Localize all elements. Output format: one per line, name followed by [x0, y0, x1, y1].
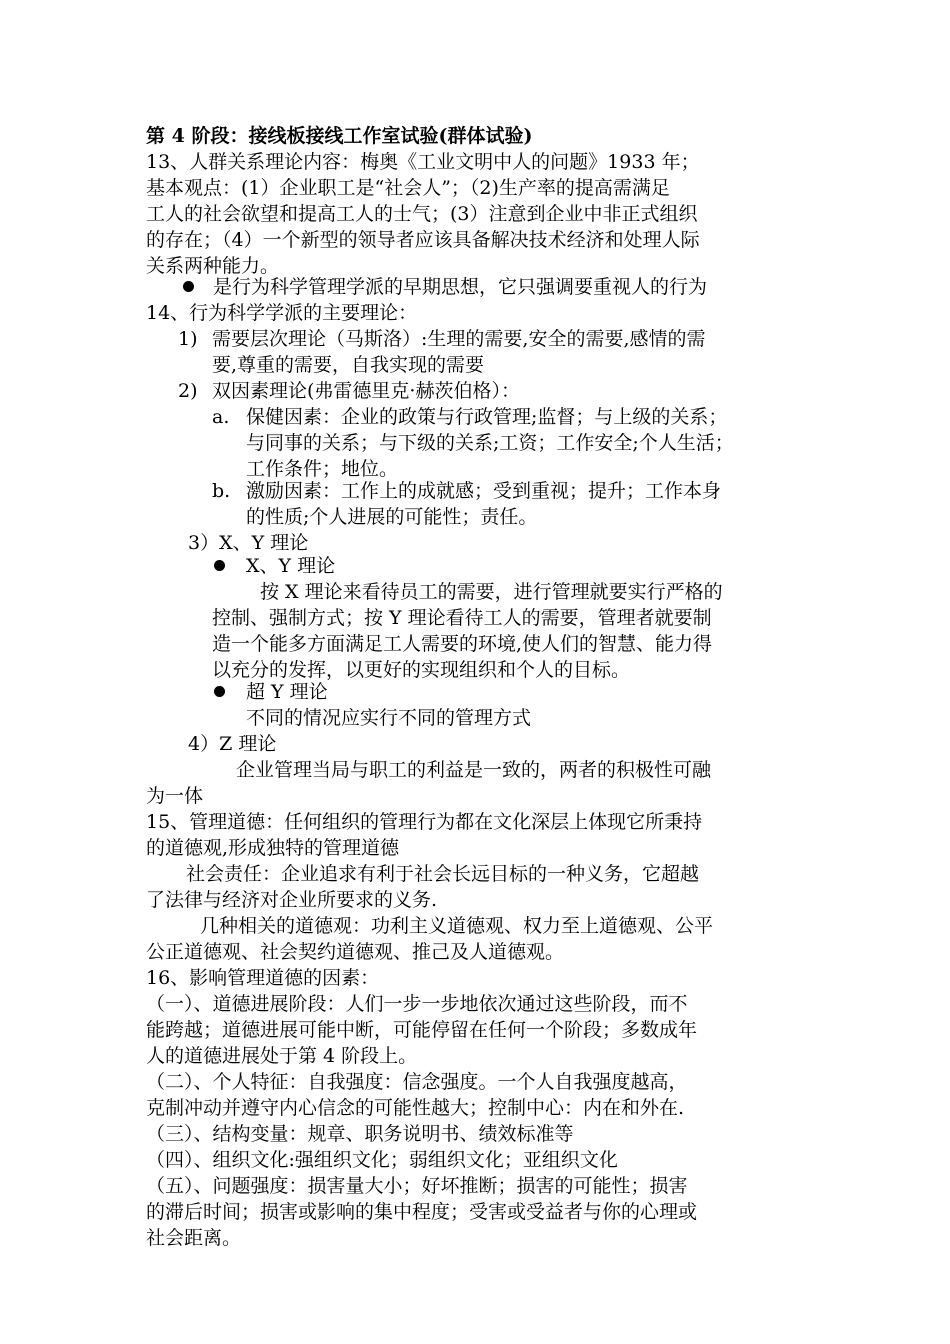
- text-line: 是行为科学管理学派的早期思想，它只强调要重视人的行为: [213, 276, 708, 298]
- text-line: 14、行为科学学派的主要理论：: [146, 302, 418, 324]
- text-line: （四）、组织文化:强组织文化；弱组织文化；亚组织文化: [146, 1149, 618, 1171]
- bullet-icon: [214, 560, 225, 571]
- text-line: 造一个能多方面满足工人需要的环境,使人们的智慧、能力得: [212, 633, 713, 655]
- text-line: （五）、问题强度：损害量大小；好坏推断；损害的可能性；损害: [146, 1175, 688, 1197]
- text-line: 的性质;个人进展的可能性；责任。: [246, 506, 538, 528]
- text-line: 社会责任：企业追求有利于社会长远目标的一种义务，它超越: [186, 863, 700, 885]
- text-line: 社会距离。: [146, 1227, 242, 1249]
- text-line: 的道德观,形成独特的管理道德: [146, 837, 400, 859]
- text-line: 工人的社会欲望和提高工人的士气；(3）注意到企业中非正式组织: [146, 203, 698, 225]
- text-line: （三）、结构变量：规章、职务说明书、绩效标准等: [146, 1123, 574, 1145]
- text-line: 15、管理道德：任何组织的管理行为都在文化深层上体现它所秉持: [146, 811, 703, 833]
- text-line: 为一体: [146, 785, 204, 807]
- bullet-icon: [214, 686, 225, 697]
- text-line: 16、影响管理道德的因素：: [146, 967, 380, 989]
- text-line: 第 4 阶段：接线板接线工作室试验(群体试验): [146, 125, 533, 147]
- text-line: 的存在；（4）一个新型的领导者应该具备解决技术经济和处理人际: [146, 229, 700, 251]
- bullet-icon: [183, 281, 194, 292]
- text-line: 13、人群关系理论内容：梅奥《工业文明中人的问题》1933 年；: [146, 151, 700, 173]
- text-line: 要,尊重的需要，自我实现的需要: [212, 354, 485, 376]
- text-line: 3）X、Y 理论: [188, 532, 309, 554]
- text-line: 需要层次理论（马斯洛）:生理的需要,安全的需要,感情的需: [212, 328, 706, 350]
- text-line: 激励因素：工作上的成就感；受到重视；提升；工作本身: [246, 480, 722, 502]
- text-line: 控制、强制方式；按 Y 理论看待工人的需要，管理者就要制: [212, 607, 712, 629]
- text-line: 人的道德进展处于第 4 阶段上。: [146, 1045, 418, 1067]
- text-line: X、Y 理论: [246, 555, 336, 577]
- text-line: 不同的情况应实行不同的管理方式: [246, 707, 532, 729]
- text-line: 能跨越；道德进展可能中断，可能停留在任何一个阶段；多数成年: [146, 1019, 698, 1041]
- text-line: 按 X 理论来看待员工的需要，进行管理就要实行严格的: [260, 581, 723, 603]
- text-line: 的滞后时间；损害或影响的集中程度；受害或受益者与你的心理或: [146, 1201, 698, 1223]
- list-marker: b.: [212, 480, 231, 502]
- text-line: 以充分的发挥，以更好的实现组织和个人的目标。: [212, 659, 631, 681]
- text-line: 基本观点：(1）企业职工是“社会人”；（2)生产率的提高需满足: [146, 177, 670, 199]
- text-line: 几种相关的道德观：功利主义道德观、权力至上道德观、公平: [200, 915, 714, 937]
- text-line: 了法律与经济对企业所要求的义务.: [146, 889, 438, 911]
- text-line: 企业管理当局与职工的利益是一致的，两者的积极性可融: [236, 759, 712, 781]
- text-line: 保健因素：企业的政策与行政管理;监督；与上级的关系；: [246, 406, 728, 428]
- text-line: 与同事的关系；与下级的关系;工资；工作安全;个人生活；: [246, 432, 734, 454]
- list-marker: 1): [178, 328, 198, 350]
- list-marker: 2): [178, 380, 198, 402]
- list-marker: a.: [212, 406, 230, 428]
- text-line: 工作条件；地位。: [246, 458, 399, 480]
- text-line: （一）、道德进展阶段：人们一步一步地依次通过这些阶段，而不: [146, 993, 688, 1015]
- text-line: （二）、个人特征：自我强度：信念强度。一个人自我强度越高，: [146, 1071, 688, 1093]
- text-line: 公正道德观、社会契约道德观、推己及人道德观。: [146, 941, 565, 963]
- text-line: 超 Y 理论: [246, 681, 328, 703]
- text-line: 克制冲动并遵守内心信念的可能性越大；控制中心：内在和外在.: [146, 1097, 685, 1119]
- text-line: 关系两种能力。: [146, 255, 280, 277]
- text-line: 4）Z 理论: [188, 733, 277, 755]
- text-line: 双因素理论(弗雷德里克·赫茨伯格）：: [212, 380, 520, 402]
